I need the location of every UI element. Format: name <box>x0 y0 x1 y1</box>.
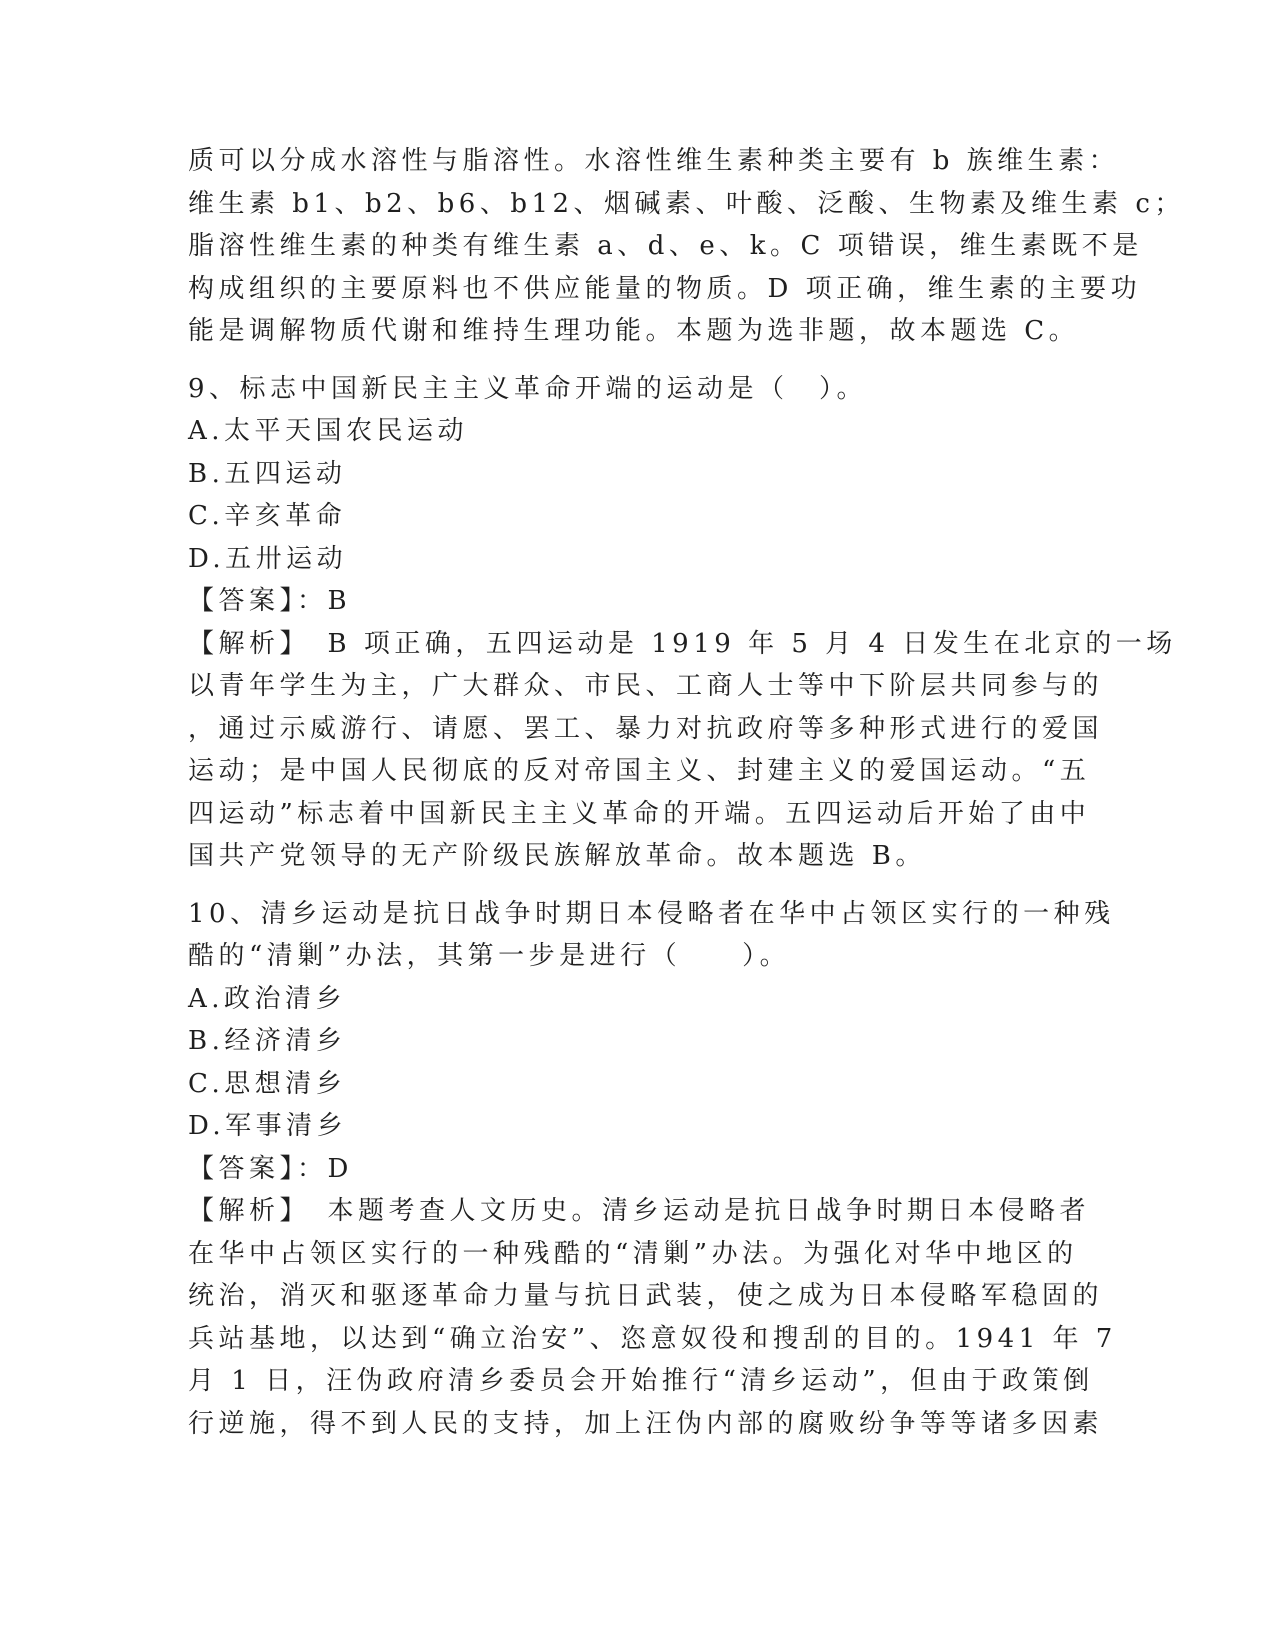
analysis-line: 兵站基地，以达到“确立治安”、恣意奴役和搜刮的目的。1941 年 7 <box>188 1323 1117 1354</box>
question-stem: 10、清乡运动是抗日战争时期日本侵略者在华中占领区实行的一种残 <box>188 898 1115 929</box>
text-line: 脂溶性维生素的种类有维生素 a、d、e、k。C 项错误，维生素既不是 <box>188 231 1143 261</box>
text-line: 维生素 b1、b2、b6、b12、烟碱素、叶酸、泛酸、生物素及维生素 c； <box>188 188 1185 219</box>
document-page <box>188 140 1185 1445</box>
analysis-line: 行逆施，得不到人民的支持，加上汪伪内部的腐败纷争等等诸多因素 <box>188 1408 1104 1439</box>
option-d: D.军事清乡 <box>188 1111 348 1141</box>
question-9 <box>188 368 1177 878</box>
text-line: 构成组织的主要原料也不供应能量的物质。D 项正确，维生素的主要功 <box>188 273 1142 304</box>
analysis-line: 四运动”标志着中国新民主主义革命的开端。五四运动后开始了由中 <box>188 798 1091 829</box>
analysis-line: 在华中占领区实行的一种残酷的“清剿”办法。为强化对华中地区的 <box>188 1238 1078 1269</box>
question-stem: 9、标志中国新民主主义革命开端的运动是（ ）。 <box>188 373 868 404</box>
analysis-line: 统治，消灭和驱逐革命力量与抗日武装，使之成为日本侵略军稳固的 <box>188 1281 1104 1311</box>
option-c: C.辛亥革命 <box>188 501 347 531</box>
question-stem: 酷的“清剿”办法，其第一步是进行（ ）。 <box>188 941 791 971</box>
analysis-line: 月 1 日，汪伪政府清乡委员会开始推行“清乡运动”，但由于政策倒 <box>188 1366 1094 1396</box>
answer-line: 【答案】：B <box>188 586 352 616</box>
analysis-line: ，通过示威游行、请愿、罢工、暴力对抗政府等多种形式进行的爱国 <box>188 713 1104 744</box>
question-10 <box>188 893 1117 1446</box>
option-c: C.思想清乡 <box>188 1068 347 1099</box>
analysis-line: 【解析】 B 项正确，五四运动是 1919 年 5 月 4 日发生在北京的一场 <box>188 628 1177 659</box>
option-b: B.五四运动 <box>188 458 347 489</box>
option-b: B.经济清乡 <box>188 1026 347 1056</box>
option-a: A.太平天国农民运动 <box>188 416 469 446</box>
option-d: D.五卅运动 <box>188 543 348 574</box>
option-a: A.政治清乡 <box>188 983 347 1014</box>
previous-analysis-continuation <box>188 140 1185 353</box>
analysis-line: 国共产党领导的无产阶级民族解放革命。故本题选 B。 <box>188 841 926 871</box>
analysis-line: 以青年学生为主，广大群众、市民、工商人士等中下阶层共同参与的 <box>188 671 1104 701</box>
answer-line: 【答案】：D <box>188 1153 353 1184</box>
text-line: 质可以分成水溶性与脂溶性。水溶性维生素种类主要有 b 族维生素： <box>188 146 1120 176</box>
text-line: 能是调解物质代谢和维持生理功能。本题为选非题，故本题选 C。 <box>188 316 1080 346</box>
analysis-line: 运动；是中国人民彻底的反对帝国主义、封建主义的爱国运动。“五 <box>188 756 1091 786</box>
analysis-line: 【解析】 本题考查人文历史。清乡运动是抗日战争时期日本侵略者 <box>188 1196 1091 1226</box>
